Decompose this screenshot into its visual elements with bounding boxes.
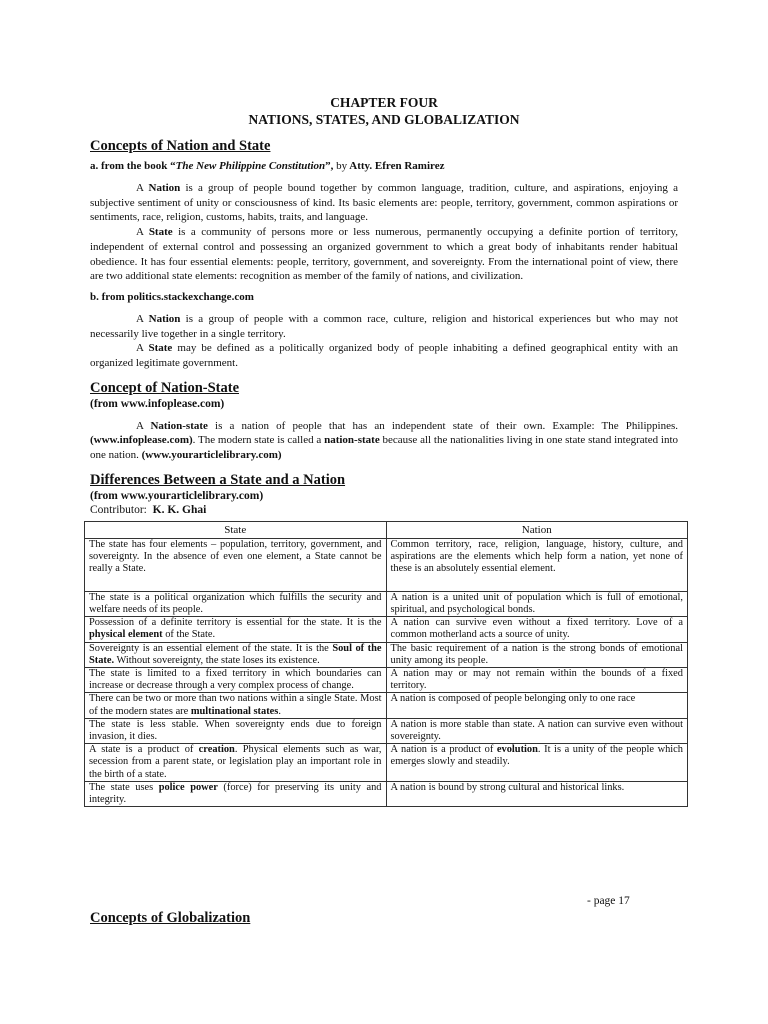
table-cell-nation bbox=[386, 744, 688, 782]
table-row bbox=[85, 744, 688, 782]
cell-text: The basic requirement of a nation is the strong bonds of emotional unity among its people. bbox=[390, 642, 683, 666]
contributor-name: K. K. Ghai bbox=[152, 503, 207, 516]
document-page bbox=[89, 94, 683, 807]
table-cell-state bbox=[85, 538, 387, 591]
paragraph-nation-state bbox=[90, 419, 678, 463]
source-yourarticlelibrary: (from www.yourarticlelibrary.com) bbox=[90, 489, 264, 502]
cell-text: The state is a political organization which fulfills the security and welfare needs of its people. bbox=[89, 591, 382, 616]
table-cell-nation bbox=[386, 781, 688, 806]
cell-text: of the State. bbox=[162, 629, 216, 641]
table-cell-state bbox=[85, 617, 387, 642]
section-heading-nation-state: Concepts of Nation and State bbox=[90, 138, 271, 154]
paragraph-text: because all the nationalities living in one state stand integrated into one nation. bbox=[90, 434, 678, 462]
paragraph-nation-a bbox=[90, 181, 678, 225]
term-state: State bbox=[148, 226, 173, 239]
cell-emphasis: physical element bbox=[89, 629, 163, 641]
cell-text: Common territory, race, religion, language, history, culture, and aspirations are the elements which help form a nation, yet none of these is an absolutely essential element. bbox=[390, 538, 683, 575]
cell-emphasis: Soul of the State. bbox=[89, 642, 382, 666]
table-cell-state bbox=[85, 744, 387, 782]
table-cell-nation bbox=[386, 538, 688, 591]
paragraph-text: is a nation of people that has an independent state of their own. Example: The Philippines. bbox=[207, 419, 678, 432]
table-cell-nation bbox=[386, 718, 688, 743]
reference-infoplease: (www.infoplease.com) bbox=[90, 434, 193, 447]
cell-text: There can be two or more than two nations within a single State. Most of the modern states are bbox=[89, 693, 382, 717]
source-infoplease: (from www.infoplease.com) bbox=[90, 397, 225, 410]
section-heading-nation-state-concept: Concept of Nation-State bbox=[90, 379, 240, 396]
source-b: b. from politics.stackexchange.com bbox=[90, 290, 254, 303]
table-cell-nation bbox=[386, 617, 688, 642]
chapter-number: CHAPTER FOUR bbox=[330, 95, 438, 110]
table-cell-state bbox=[85, 718, 387, 743]
cell-text: Sovereignty is an essential element of the state. It is the bbox=[89, 642, 333, 654]
cell-text: Possession of a definite territory is essential for the state. It is the bbox=[89, 617, 382, 629]
table-header-row bbox=[85, 521, 688, 538]
lead: A bbox=[136, 226, 149, 239]
paragraph-state-a bbox=[90, 225, 678, 284]
cell-text: Without sovereignty, the state loses its existence. bbox=[114, 654, 320, 666]
table-row bbox=[85, 617, 688, 642]
lead: A bbox=[136, 182, 149, 194]
table-cell-nation bbox=[386, 668, 688, 693]
cell-text: The state uses bbox=[89, 781, 159, 793]
source-a bbox=[90, 159, 678, 173]
differences-table bbox=[84, 521, 688, 807]
table-cell-state bbox=[85, 642, 387, 667]
contributor-label: Contributor: bbox=[90, 503, 147, 516]
term-nation-state-2: nation-state bbox=[324, 434, 380, 447]
cell-text: A nation is more stable than state. A nation can survive even without sovereignty. bbox=[390, 718, 683, 743]
cell-text: . It is a unity of the people which emerges slowly and steadily. bbox=[390, 744, 683, 768]
cell-text: . Physical elements such as war, secession from a parent state, or legislation play an important role in the birth of a state. bbox=[89, 744, 382, 780]
term-nation: Nation bbox=[148, 312, 181, 325]
contributor-line bbox=[90, 503, 678, 517]
table-cell-state bbox=[85, 693, 387, 718]
table-cell-state bbox=[85, 591, 387, 616]
column-header-state: State bbox=[85, 521, 387, 538]
cell-emphasis: multinational states bbox=[190, 705, 279, 717]
lead: A bbox=[136, 312, 149, 325]
paragraph-state-b bbox=[90, 341, 678, 370]
table-row bbox=[85, 693, 688, 718]
table-row bbox=[85, 642, 688, 667]
paragraph-text: may be defined as a politically organized body of people inhabiting a defined geographical entity with an organized legitimate government. bbox=[90, 342, 678, 370]
source-a-author: Atty. Efren Ramirez bbox=[347, 160, 445, 172]
term-nation: Nation bbox=[148, 182, 181, 194]
paragraph-text: . The modern state is called a bbox=[192, 434, 325, 447]
section-heading-globalization: Concepts of Globalization bbox=[90, 910, 251, 926]
cell-text: . bbox=[278, 705, 281, 717]
paragraph-text: is a community of persons more or less numerous, permanently occupying a definite portion of territory, independent of external control and possessing an organized government to which a great body of inhabitants render habitual obedience. It has four essential elements: people, territory, government, and sovereignty. From the international point of view, there are two additional state elements: recognition as member of the family of nations, and civilization. bbox=[90, 226, 678, 283]
cell-text: A nation is bound by strong cultural and historical links. bbox=[390, 781, 625, 793]
paragraph-text: is a group of people with a common race, culture, religion and historical experiences but who may not necessarily live together in a single territory. bbox=[90, 312, 678, 340]
cell-text: The state has four elements – population, territory, government, and sovereignty. In the absence of even one element, a State cannot be really a State. bbox=[89, 538, 382, 575]
term-nation-state: Nation-state bbox=[150, 419, 208, 432]
cell-text: A nation can survive even without a fixed territory. Love of a common motherland acts a source of unity. bbox=[390, 617, 683, 641]
cell-text: A state is a product of bbox=[89, 744, 199, 756]
cell-emphasis: evolution bbox=[496, 744, 538, 756]
table-cell-nation bbox=[386, 693, 688, 718]
cell-text: The state is less stable. When sovereignty ends due to foreign invasion, it dies. bbox=[89, 718, 382, 743]
cell-text: (force) for preserving its unity and integrity. bbox=[89, 781, 382, 806]
lead: A bbox=[136, 419, 151, 432]
source-a-suffix: ”, bbox=[325, 160, 337, 172]
table-row bbox=[85, 718, 688, 743]
term-state: State bbox=[148, 342, 173, 355]
section-heading-differences: Differences Between a State and a Nation bbox=[90, 471, 346, 488]
page-number: - page 17 bbox=[587, 895, 630, 907]
table-cell-nation bbox=[386, 642, 688, 667]
cell-emphasis: police power bbox=[158, 781, 218, 793]
paragraph-nation-b bbox=[90, 312, 678, 341]
cell-emphasis: creation bbox=[198, 744, 235, 756]
table-cell-state bbox=[85, 781, 387, 806]
source-a-by: by bbox=[336, 160, 348, 172]
reference-yourarticlelibrary: (www.yourarticlelibrary.com) bbox=[141, 449, 282, 462]
cell-text: A nation is a united unit of population which is full of emotional, spiritual, and psychological bonds. bbox=[390, 591, 683, 616]
cell-text: A nation may or may not remain within the bounds of a fixed territory. bbox=[390, 668, 683, 692]
column-header-nation: Nation bbox=[386, 521, 688, 538]
table-row bbox=[85, 591, 688, 616]
book-title: The New Philippine Constitution bbox=[175, 160, 326, 172]
paragraph-text: is a group of people bound together by common language, tradition, culture, and aspirations, enjoying a subjective sentiment of unity or consciousness of kind. Its basic elements are: people, territory, government, common aspirations or sentiments, race, religion, customs, habits, traits, and language. bbox=[90, 182, 678, 224]
table-cell-nation bbox=[386, 591, 688, 616]
cell-text: A nation is composed of people belonging only to one race bbox=[390, 693, 636, 705]
table-row bbox=[85, 538, 688, 591]
chapter-title: NATIONS, STATES, AND GLOBALIZATION bbox=[248, 112, 520, 127]
table-row bbox=[85, 781, 688, 806]
cell-text: A nation is a product of bbox=[390, 744, 497, 756]
table-row bbox=[85, 668, 688, 693]
cell-text: The state is limited to a fixed territory in which boundaries can increase or decrease through a very complex process of change. bbox=[89, 668, 382, 692]
table-body bbox=[85, 538, 688, 806]
lead: A bbox=[136, 342, 149, 355]
table-cell-state bbox=[85, 668, 387, 693]
source-a-prefix: a. from the book “ bbox=[90, 160, 176, 172]
